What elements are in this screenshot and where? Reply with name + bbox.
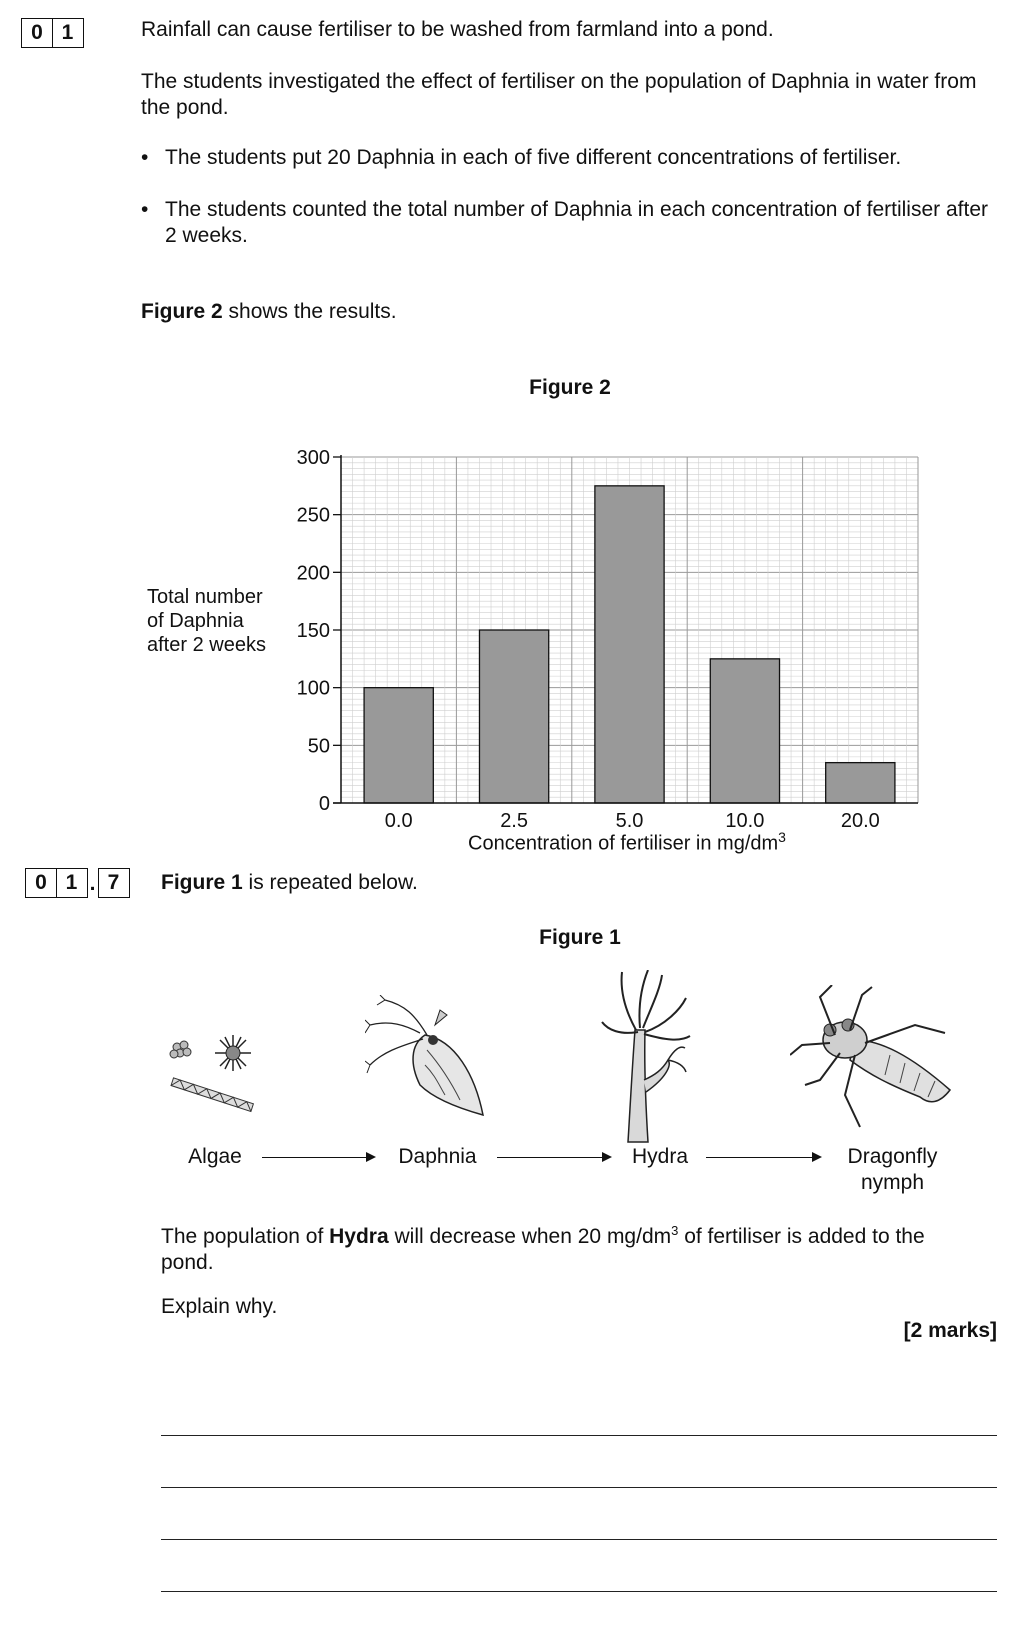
- bullet-text: The students put 20 Daphnia in each of five different concentrations of fertiliser.: [165, 146, 902, 169]
- figure2-title: Figure 2: [529, 376, 611, 399]
- x-tick-label: 10.0: [725, 810, 765, 832]
- chart-bar: [826, 763, 895, 803]
- subquestion-digit: 1: [56, 868, 88, 898]
- bullet-mark: •: [141, 198, 149, 221]
- food-chain-hydra: Hydra: [631, 1145, 689, 1168]
- food-chain-daphnia: Daphnia: [398, 1145, 477, 1168]
- food-chain-algae: Algae: [188, 1145, 242, 1168]
- hydra-prompt: [161, 1218, 981, 1276]
- chart-bar: [710, 659, 779, 803]
- figure1-reference-text: is repeated below.: [242, 871, 418, 894]
- x-label-text: Concentration of fertiliser in mg/dm: [468, 832, 779, 855]
- y-tick-label: 300: [296, 447, 330, 469]
- chart-bar: [595, 486, 664, 803]
- y-label-line: Total number: [147, 586, 263, 608]
- subquestion-separator: .: [89, 872, 96, 895]
- figure2-reference-bold: Figure 2: [141, 300, 223, 323]
- hydra-icon: [600, 970, 710, 1145]
- food-chain-arrow: [497, 1157, 610, 1158]
- chart-bars: [364, 486, 895, 803]
- chart-bar: [364, 688, 433, 803]
- y-label-line: after 2 weeks: [147, 634, 266, 656]
- intro-paragraph-1: Rainfall can cause fertiliser to be washed from farmland into a pond.: [141, 18, 774, 41]
- prompt-mid: will decrease when 20 mg/dm: [388, 1225, 672, 1248]
- x-tick-label: 2.5: [500, 810, 529, 832]
- prompt-superscript: 3: [671, 1223, 679, 1238]
- question-digit: 0: [21, 18, 53, 48]
- bullet-text: The students counted the total number of Daphnia in each concentration of fertiliser after 2 weeks.: [165, 198, 988, 247]
- question-digit: 1: [52, 18, 84, 48]
- y-tick-label: 0: [318, 793, 330, 815]
- dragonfly-label-line: Dragonfly: [847, 1145, 938, 1168]
- prompt-pre: The population of: [161, 1225, 330, 1248]
- x-tick-label: 20.0: [840, 810, 880, 832]
- bullet-mark: •: [141, 146, 149, 169]
- food-chain-dragonfly-nymph: [830, 1144, 955, 1196]
- chart-bar: [479, 630, 548, 803]
- x-tick-label: 0.0: [384, 810, 413, 832]
- answer-line[interactable]: [161, 1591, 997, 1592]
- figure2-reference-text: shows the results.: [222, 300, 397, 323]
- y-tick-label: 250: [296, 504, 330, 527]
- figure1-reference-bold: Figure 1: [161, 871, 243, 894]
- subquestion-digit: 7: [98, 868, 130, 898]
- answer-line[interactable]: [161, 1487, 997, 1488]
- y-label-line: of Daphnia: [147, 610, 244, 632]
- subquestion-number-box: [25, 868, 130, 898]
- answer-line[interactable]: [161, 1435, 997, 1436]
- chart-x-axis-label: [447, 824, 807, 857]
- y-tick-label: 50: [307, 735, 330, 758]
- marks-label: [2 marks]: [903, 1319, 997, 1342]
- figure1-title: Figure 1: [539, 926, 621, 949]
- dragonfly-nymph-icon: [790, 985, 970, 1135]
- dragonfly-label-line: nymph: [860, 1171, 925, 1194]
- subquestion-intro: [161, 870, 418, 896]
- explain-why: Explain why.: [161, 1295, 278, 1318]
- x-label-superscript: 3: [778, 829, 786, 845]
- intro-paragraph-2: The students investigated the effect of fertiliser on the population of Daphnia in water from the pond.: [141, 70, 977, 119]
- y-tick-label: 100: [296, 677, 330, 700]
- subquestion-digit: 0: [25, 868, 57, 898]
- food-chain-arrow: [262, 1157, 374, 1158]
- y-tick-label: 150: [296, 620, 330, 642]
- answer-line[interactable]: [161, 1539, 997, 1540]
- algae-icon: [165, 1035, 265, 1115]
- prompt-post: of fertiliser is added to the pond.: [161, 1225, 925, 1274]
- prompt-hydra-bold: Hydra: [329, 1225, 389, 1248]
- y-tick-label: 200: [296, 562, 330, 585]
- x-tick-label: 5.0: [615, 810, 644, 832]
- food-chain-arrow: [706, 1157, 820, 1158]
- daphnia-icon: [365, 995, 495, 1135]
